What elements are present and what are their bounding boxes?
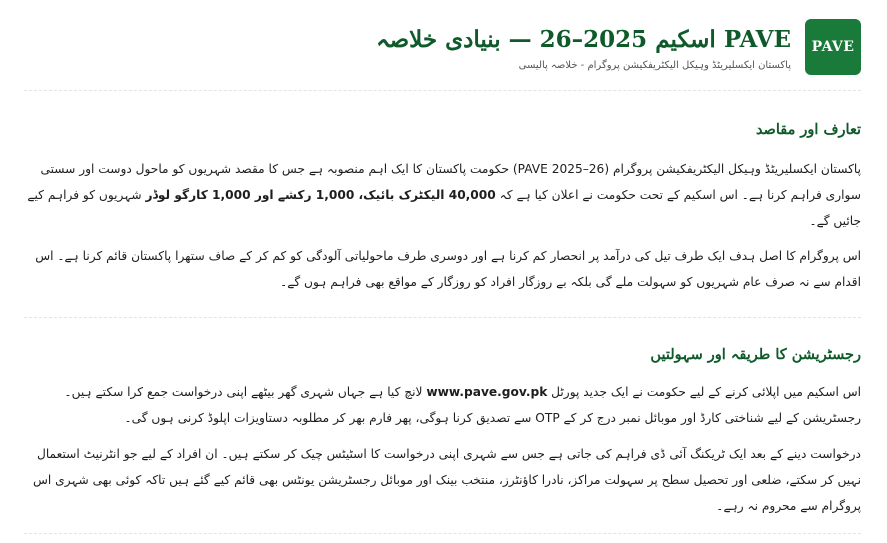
title-block bbox=[376, 24, 791, 71]
paragraph bbox=[24, 379, 861, 431]
paragraph bbox=[24, 243, 861, 295]
divider bbox=[24, 533, 861, 534]
section-registration bbox=[24, 318, 861, 519]
paragraph-text: اس اسکیم میں اپلائی کرنے کے لیے حکومت نے ایک جدید پورٹل bbox=[547, 385, 861, 399]
paragraph bbox=[24, 156, 861, 234]
paragraph-text: اس پروگرام کا اصل ہدف ایک طرف تیل کی درآمد پر انحصار کم کرنا ہے اور دوسری طرف ماحولیاتی آلودگی کو کم کر کے صاف ستھرا پاکستان قائم کرنا ہے۔ اس اقدام سے نہ صرف عام شہریوں کو سہولت ملے گی بلکہ بے روزگار افراد کو روزگار کے مواقع بھی فراہم ہوں گے۔ bbox=[35, 249, 861, 289]
paragraph-text: درخواست دینے کے بعد ایک ٹریکنگ آئی ڈی فراہم کی جاتی ہے جس سے شہری اپنی درخواست کا اسٹیٹس چیک کر سکتے ہیں۔ ان افراد کے لیے جو انٹرنیٹ استعمال نہیں کر سکتے، ضلعی اور تحصیل سطح پر سہولت مراکز، نادرا کاؤنٹرز، منتخب بینک اور موبائل رجسٹریشن یونٹس بھی قائم کیے گئے ہیں تاکہ کوئی بھی شہری اس پروگرام سے محروم نہ رہے۔ bbox=[33, 447, 861, 513]
section-heading: تعارف اور مقاصد bbox=[755, 121, 861, 138]
section-introduction bbox=[24, 91, 861, 295]
page-header bbox=[24, 0, 861, 90]
paragraph-text: لانچ کیا ہے جہاں شہری گھر بیٹھے اپنی درخواست جمع کرا سکتے ہیں۔ رجسٹریشن کے لیے شناختی کارڈ اور موبائل نمبر درج کر کے OTP سے تصدیق کرنا ہوگی، پھر فارم بھر کر مطلوبہ دستاویزات اپلوڈ کرنی ہوں گی۔ bbox=[64, 385, 861, 425]
page-title: PAVE اسکیم 2025–26 — بنیادی خلاصہ bbox=[376, 25, 791, 53]
page-subtitle: پاکستان ایکسلیریٹڈ وہیکل الیکٹریفکیشن پروگرام - خلاصہ پالیسی bbox=[518, 59, 791, 71]
logo-text: PAVE bbox=[811, 39, 855, 55]
portal-link[interactable]: www.pave.gov.pk bbox=[426, 385, 548, 399]
paragraph-text: شہریوں کو فراہم کیے جائیں گے۔ bbox=[27, 188, 861, 228]
pave-logo bbox=[805, 19, 861, 75]
paragraph-text: پاکستان ایکسلیریٹڈ وہیکل الیکٹریفکیشن پروگرام (PAVE 2025–26) حکومت پاکستان کا ایک اہم منصوبہ ہے جس کا مقصد شہریوں کو ماحول دوست اور سستی سواری فراہم کرنا ہے۔ اس اسکیم کے تحت حکومت نے اعلان کیا ہے کہ bbox=[40, 162, 861, 202]
paragraph bbox=[24, 441, 861, 519]
vehicle-counts: 40,000 الیکٹرک بائیک، 1,000 رکشے اور 1,000 کارگو لوڈر bbox=[145, 188, 496, 202]
section-heading: رجسٹریشن کا طریقہ اور سہولتیں bbox=[650, 346, 861, 363]
